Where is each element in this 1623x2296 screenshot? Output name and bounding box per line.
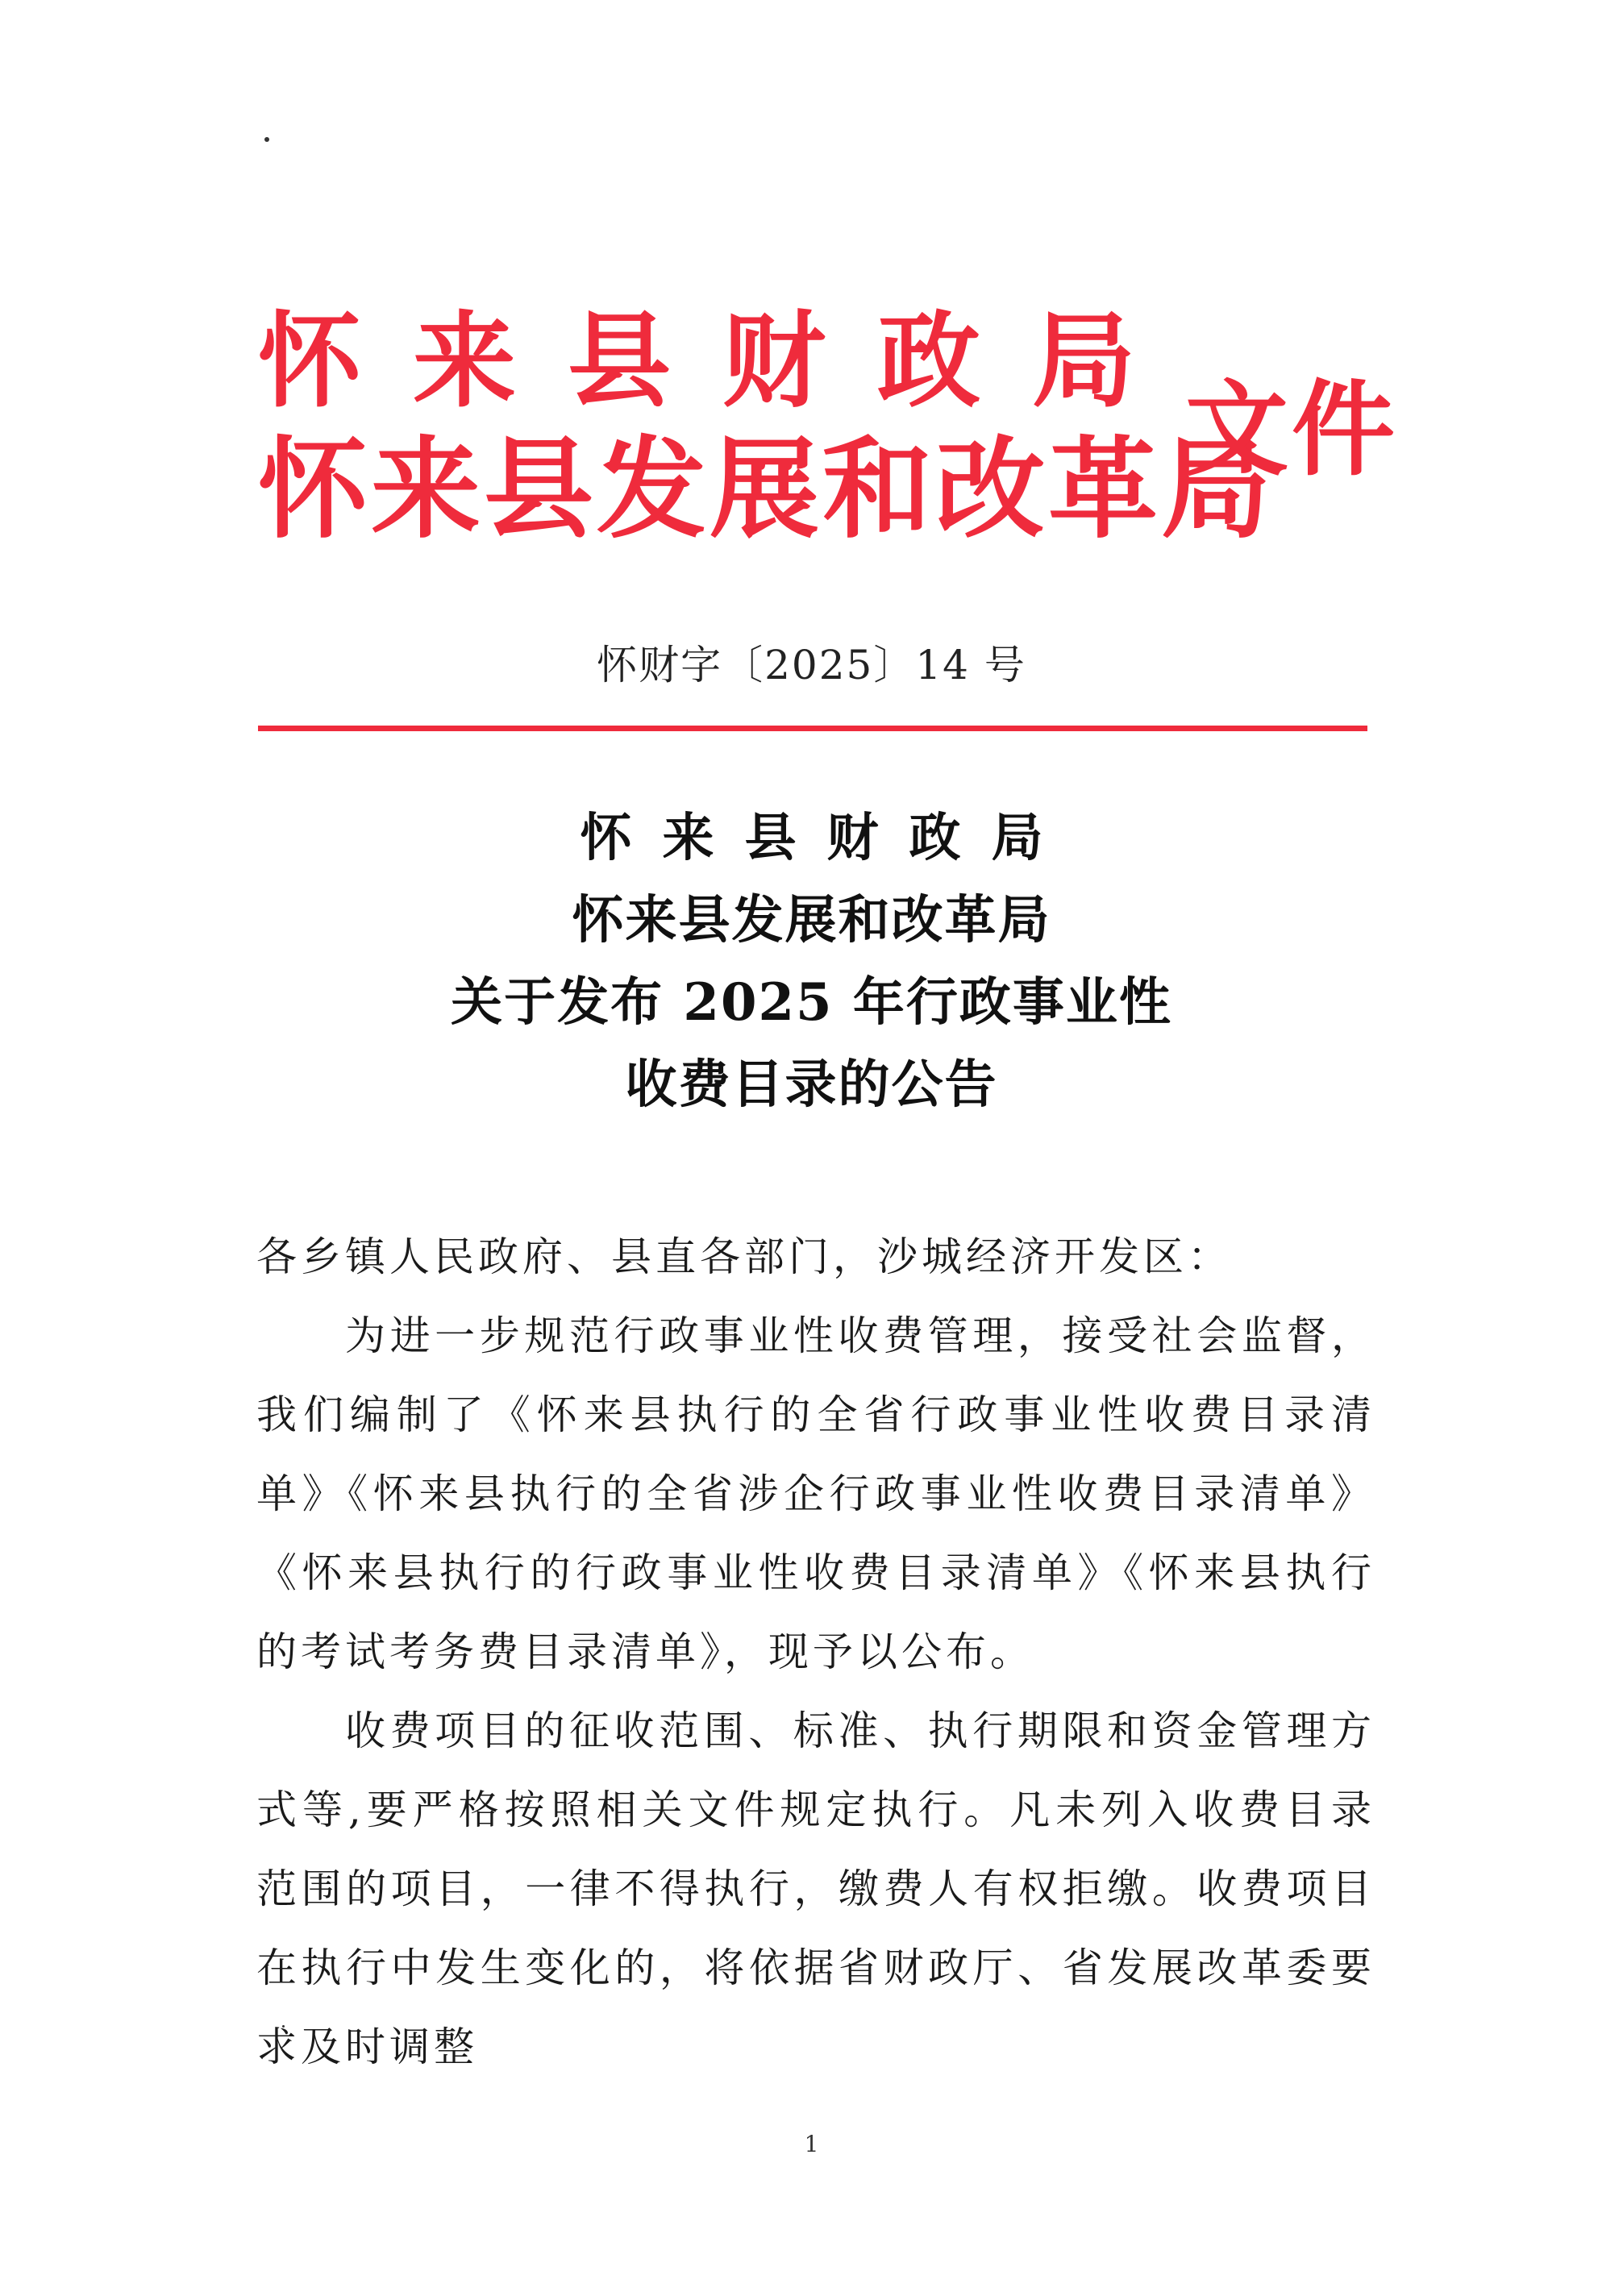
salutation: 各乡镇人民政府、县直各部门，沙城经济开发区： [256, 1233, 1232, 1280]
title-line-4: 收费目录的公告 [625, 1054, 998, 1115]
letterhead-line-2: 怀来县发展和改革局 [258, 426, 1274, 554]
body-paragraph-2: 收费项目的征收范围、标准、执行期限和资金管理方式等,要严格按照相关文件规定执行。凡未列入收费目录范围的项目，一律不得执行，缴费人有权拒缴。收费项目在执行中发生变化的，将依据省财政厅、省发展改革委要求及时调整 [256, 1707, 1375, 2070]
title-line-3: 关于发布 2025 年行政事业性 [451, 972, 1172, 1033]
body-paragraph-1: 为进一步规范行政事业性收费管理，接受社会监督，我们编制了《怀来县执行的全省行政事业性收费目录清单》《怀来县执行的全省涉企行政事业性收费目录清单》《怀来县执行的行政事业性收费目录清单》《怀来县执行的考试考务费目录清单》，现予以公布。 [256, 1312, 1375, 1675]
red-divider-rule [258, 726, 1367, 731]
title-line-2: 怀来县发展和改革局 [572, 890, 1051, 950]
document-number: 怀财字〔2025〕14 号 [597, 642, 1026, 688]
title-line-1: 怀来县财政局 [580, 808, 1074, 868]
letterhead-line-1: 怀来县财政局 [258, 302, 1188, 422]
page-number: 1 [804, 2131, 819, 2157]
scan-speck [264, 137, 269, 142]
letterhead-suffix: 文件 [1185, 370, 1399, 490]
